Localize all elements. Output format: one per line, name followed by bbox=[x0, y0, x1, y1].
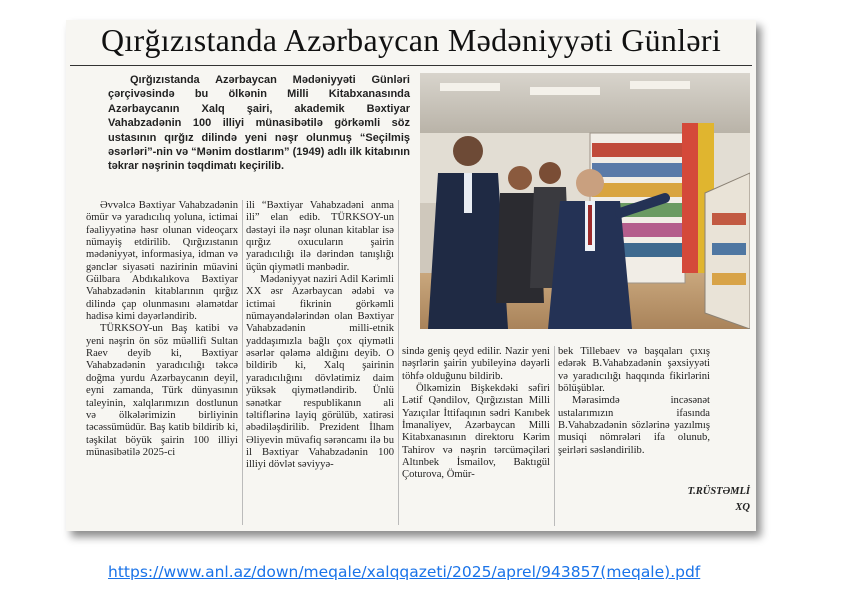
paragraph: Ölkəmizin Bişkekdəki səfiri Lətif Qəndilov, Qırğızıstan Milli Yazıçılar İttifaqının sədri Kanıbek İmanaliyev, Azərbaycan Milli Kitabxanasının direktoru Kərim Tahirov və nəşrin tərcüməçiləri Altınbek İsmailov, Baktıgül Çoturova, Ömür- bbox=[402, 383, 550, 481]
column-divider bbox=[242, 200, 243, 525]
column-divider bbox=[398, 200, 399, 525]
article-photo bbox=[420, 73, 750, 329]
article-lead bbox=[108, 73, 410, 174]
byline-author: T.RÜSTƏMLİ bbox=[687, 486, 750, 497]
paragraph: sində geniş qeyd edilir. Nazir yeni nəşrlərin şairin yubileyinə dəyərli töhfə olduğunu bildirib. bbox=[402, 346, 550, 382]
article-column-1 bbox=[86, 200, 238, 525]
paragraph: Mədəniyyət naziri Adil Kərimli XX əsr Azərbaycan ədəbi və ictimai fikrinin görkəmli nümayəndələrindən olan Bəxtiyar Vahabzadənin milli-etnik yaddaşımızla bağlı çox qiymətli əsərlər qələmə aldığını deyib. O bildirib ki, Xalq şairinin yaradıcılığını dövlətimiz daim yüksək qiymətləndirib. Ünlü sənətkar respublikanın ali təltiflərinə layiq görülüb, xatirəsi əbədiləşdirilib. Prezident İlham Əliyevin müvafiq sərəncamı ilə bu il Bəxtiyar Vahabzadənin 100 illiyi dövlət səviyyə- bbox=[246, 274, 394, 471]
article-column-2 bbox=[246, 200, 394, 525]
lead-paragraph: Qırğızıstanda Azərbaycan Mədəniyyəti Günləri çərçivəsində bu ölkənin Milli Kitabxanasında Azərbaycanın Xalq şairi, akademik Bəxtiyar Vahabzadənin 100 illiyi münasibətilə görkəmli söz ustasının qırğız dilində yeni nəşr olunmuş “Seçilmiş əsərləri”-nin və “Mənim dostlarım” (1949) adlı ilk kitabının təkrar nəşrinin təqdimatı keçirilib. bbox=[108, 74, 410, 173]
paragraph: TÜRKSOY-un Baş katibi və yeni nəşrin ön söz müəllifi Sultan Raev deyib ki, Bəxtiyar Vahabzadənin yaradıcılığı təkcə doğma yurdu Azərbaycanın deyil, eyni zamanda, Türk dünyasının taleyinin, xalqlarımızın dostlunun və ölkələrimizin birliyinin təcəssümüdür. Baş katib bildirib ki, təşkilat böyük şairin 100 illiyi münasibətilə 2025-ci bbox=[86, 323, 238, 458]
article-column-3 bbox=[402, 346, 550, 526]
library-photo-illustration bbox=[420, 73, 750, 329]
paragraph: bek Tillebaev və başqaları çıxış edərək B.Vahabzadənin şəxsiyyəti və yaradıcılığı haqqında fikirlərini bölüşüblər. bbox=[558, 346, 710, 395]
article-headline: Qırğızıstanda Azərbaycan Mədəniyyəti Günləri bbox=[100, 22, 722, 58]
source-link[interactable]: https://www.anl.az/down/meqale/xalqqazeti/2025/aprel/943857(meqale).pdf bbox=[108, 563, 701, 581]
paragraph: Mərasimdə incəsənət ustalarımızın ifasında B.Vahabzadənin sözlərinə yazılmış musiqi nömrələri ifa olunub, şeirləri səsləndirilib. bbox=[558, 395, 710, 456]
article-column-4 bbox=[558, 346, 710, 526]
newspaper-clipping bbox=[66, 20, 756, 531]
headline-rule bbox=[70, 65, 752, 66]
paragraph: ili “Bəxtiyar Vahabzadəni anma ili” elan edib. TÜRKSOY-un dəstəyi ilə nəşr olunan kitablar isə qırğız oxucuların şairin yaradıcılığı ilə dərindən tanışlığı üçün qiymətli mənbədir. bbox=[246, 200, 394, 273]
byline-org: XQ bbox=[735, 502, 750, 513]
column-divider bbox=[554, 346, 555, 526]
paragraph: Əvvəlcə Bəxtiyar Vahabzadənin ömür və yaradıcılıq yoluna, ictimai fəaliyyətinə həsr olunan videoçarx nümayiş etdirilib. Qırğızıstanın mədəniyyət, informasiya, idman və gənclər siyasəti nazirinin müavini Gülbara Abdıkalıkova Bəxtiyar Vahabzadənin kitablarının qırğız dilində çap olunmasını əlamətdar hadisə kimi dəyərləndirib. bbox=[86, 200, 238, 323]
